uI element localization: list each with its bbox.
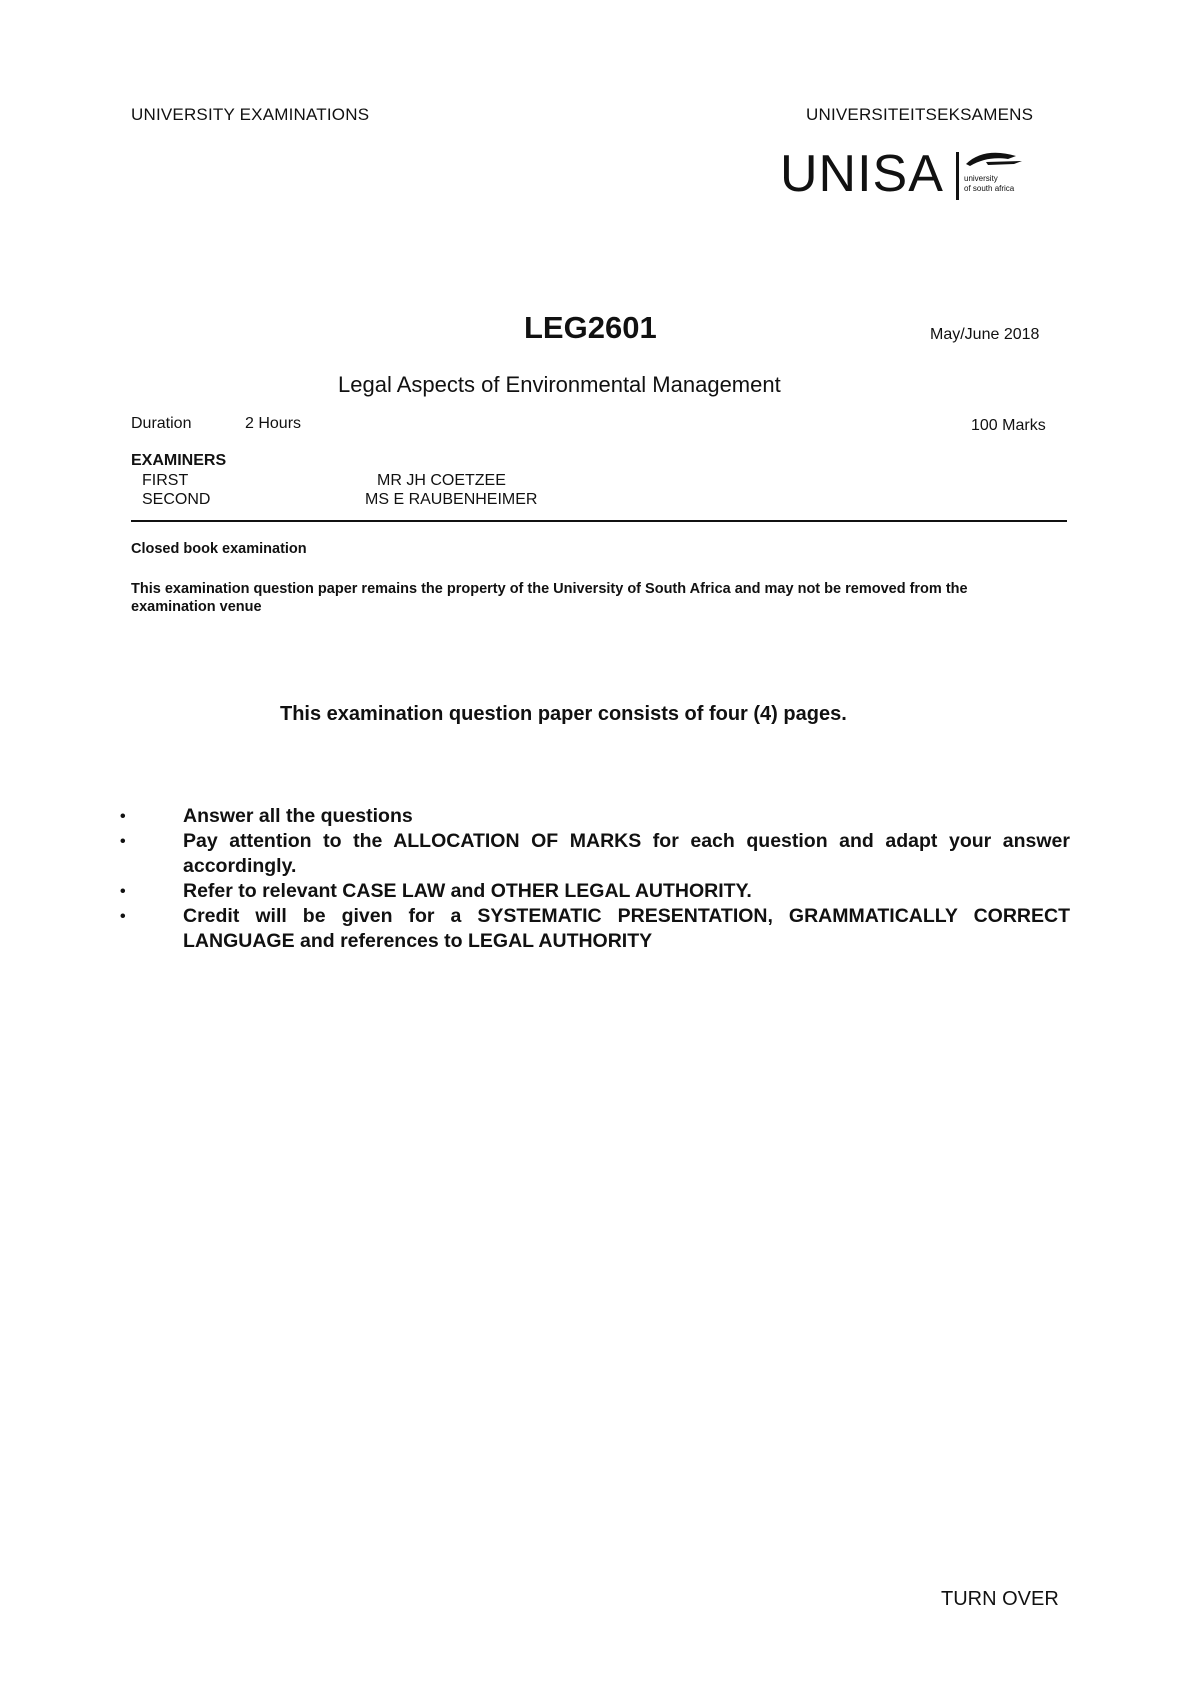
examiners-heading: EXAMINERS: [131, 452, 227, 469]
instructions-list: [120, 804, 1070, 954]
closed-book-note: Closed book examination: [131, 541, 307, 557]
property-note: This examination question paper remains the property of the University of South Africa and may not be removed from the examination venue: [131, 581, 968, 615]
logo-tagline-2: of south africa: [964, 184, 1015, 193]
examiner-second-label: SECOND: [142, 491, 211, 508]
header-right: UNIVERSITEITSEKSAMENS: [806, 105, 1034, 124]
unisa-logo: [780, 145, 1050, 208]
instruction-item: • Refer to relevant CASE LAW and OTHER LEGAL AUTHORITY.: [120, 879, 1070, 904]
instruction-item: • Answer all the questions: [120, 804, 1070, 829]
instruction-item: • Pay attention to the ALLOCATION OF MARKS for each question and adapt your answer accordingly.: [120, 829, 1070, 879]
duration-label: Duration: [131, 415, 192, 432]
duration-value: 2 Hours: [245, 415, 302, 432]
examiner-second-name: MS E RAUBENHEIMER: [365, 491, 538, 508]
examiner-first-label: FIRST: [142, 472, 189, 489]
total-marks: 100 Marks: [971, 417, 1046, 434]
logo-tagline-1: university: [964, 174, 998, 183]
course-code: LEG2601: [524, 310, 657, 345]
course-title: Legal Aspects of Environmental Management: [338, 372, 781, 397]
logo-wordmark: UNISA: [780, 145, 944, 203]
pages-note: This examination question paper consists of four (4) pages.: [280, 703, 847, 725]
exam-session: May/June 2018: [930, 326, 1040, 343]
bird-icon: [964, 148, 1024, 170]
header-left: UNIVERSITY EXAMINATIONS: [131, 105, 370, 124]
turn-over: TURN OVER: [941, 1588, 1059, 1610]
logo-divider: [956, 152, 959, 200]
header-divider: [131, 520, 1067, 522]
examiner-first-name: MR JH COETZEE: [377, 472, 506, 489]
instruction-item: • Credit will be given for a SYSTEMATIC PRESENTATION, GRAMMATICALLY CORRECT LANGUAGE and references to LEGAL AUTHORITY: [120, 904, 1070, 954]
